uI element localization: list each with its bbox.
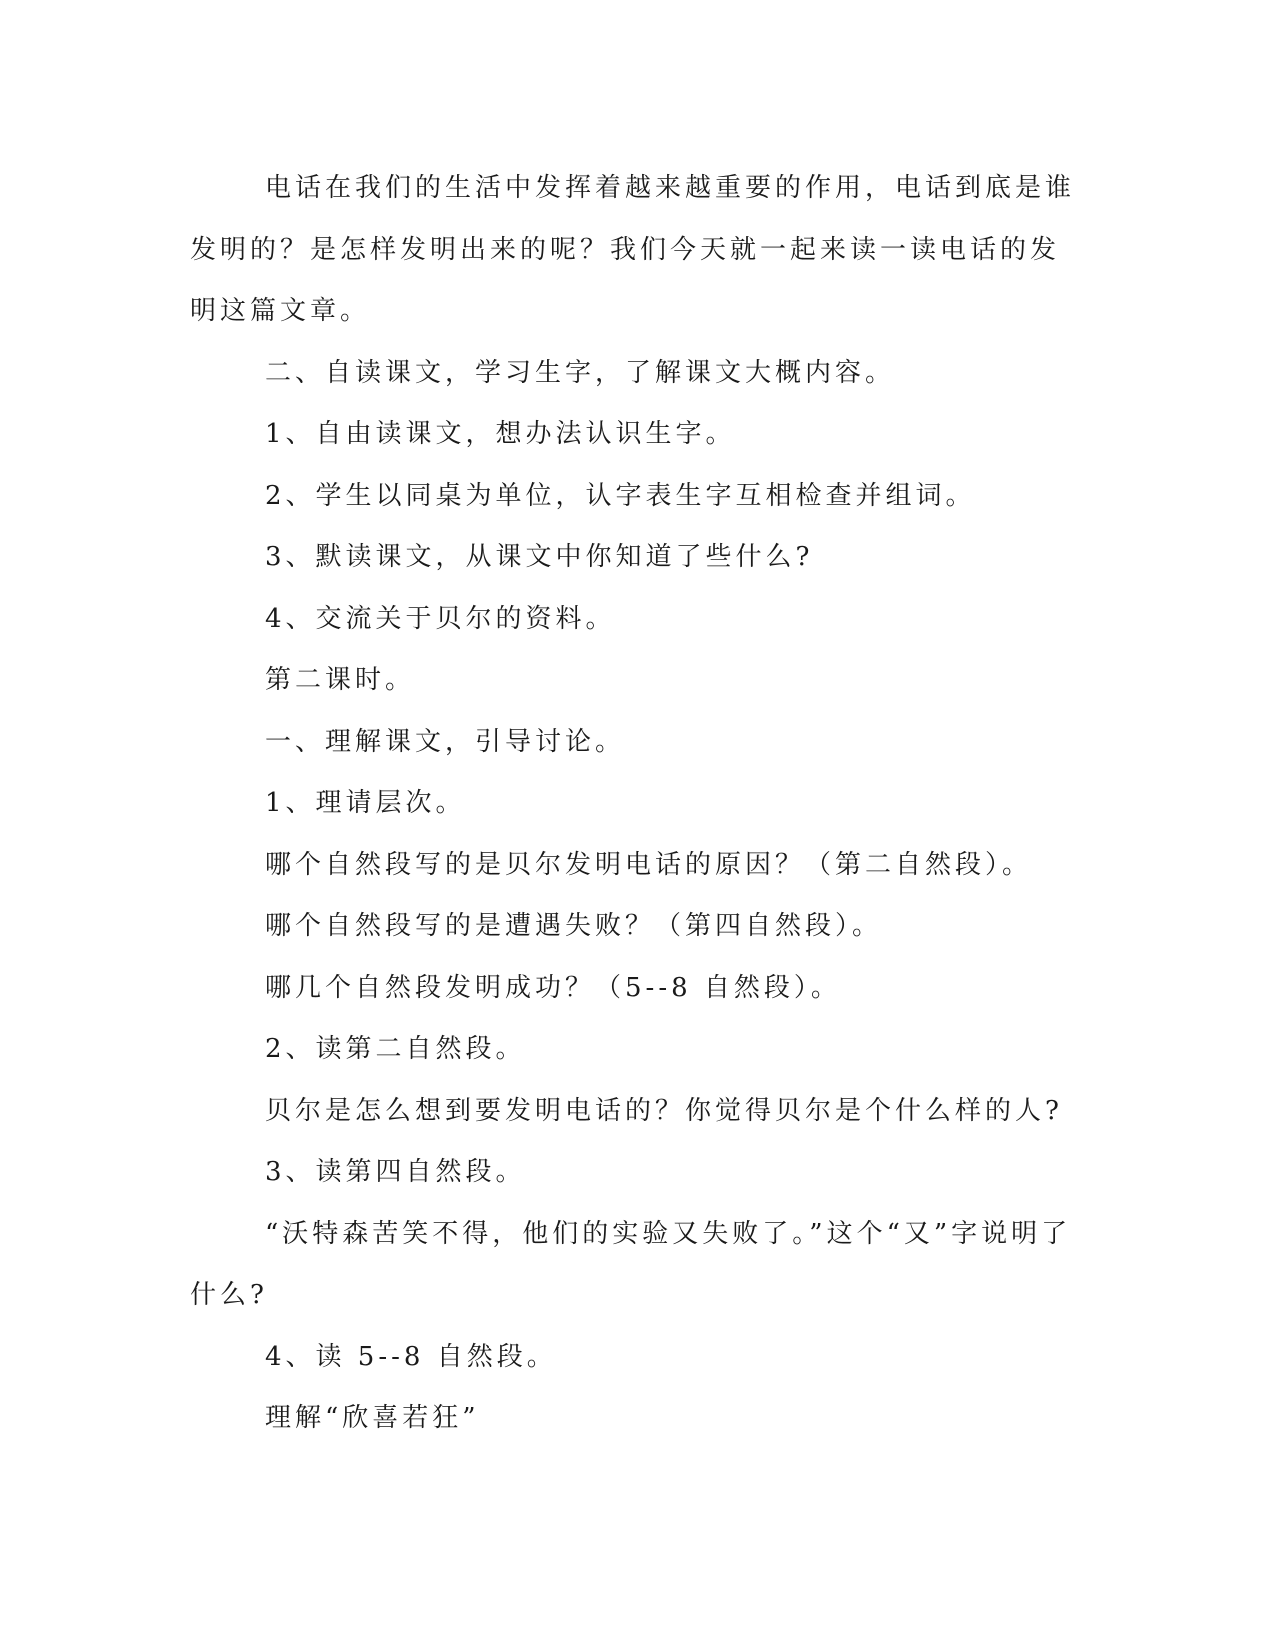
paragraph-intro: 电话在我们的生活中发挥着越来越重要的作用，电话到底是谁发明的？是怎样发明出来的呢？我们今天就一起来读一读电话的发明这篇文章。 [190, 173, 1076, 326]
list-item-read-fourth: 3、读第四自然段。 [265, 1157, 526, 1187]
question-again: “沃特森苦笑不得，他们的实验又失败了。”这个“又”字说明了什么? [190, 1218, 1072, 1310]
list-item-3: 3、默读课文，从课文中你知道了些什么? [265, 542, 814, 572]
lesson-heading-second-period: 第二课时。 [265, 665, 416, 695]
list-item-read-5-8: 4、读 5--8 自然段。 [265, 1341, 557, 1372]
question-success: 哪几个自然段发明成功？（5--8 自然段）。 [265, 972, 841, 1003]
question-reason: 哪个自然段写的是贝尔发明电话的原因？（第二自然段）。 [265, 849, 1033, 880]
list-item-1: 1、自由读课文，想办法认识生字。 [265, 419, 736, 449]
question-bell: 贝尔是怎么想到要发明电话的？你觉得贝尔是个什么样的人? [265, 1095, 1063, 1126]
list-item-4: 4、交流关于贝尔的资料。 [265, 603, 616, 634]
section-heading-understand: 一、理解课文，引导讨论。 [265, 726, 626, 757]
document-body [190, 158, 1080, 1450]
question-failure: 哪个自然段写的是遭遇失败？（第四自然段）。 [265, 911, 883, 941]
list-item-structure: 1、理请层次。 [265, 788, 466, 818]
list-item-read-second: 2、读第二自然段。 [265, 1034, 526, 1064]
section-heading-self-reading: 二、自读课文，学习生字，了解课文大概内容。 [265, 357, 896, 388]
paragraph-understand-phrase: 理解“欣喜若狂” [265, 1403, 480, 1433]
list-item-2: 2、学生以同桌为单位，认字表生字互相检查并组词。 [265, 480, 976, 511]
